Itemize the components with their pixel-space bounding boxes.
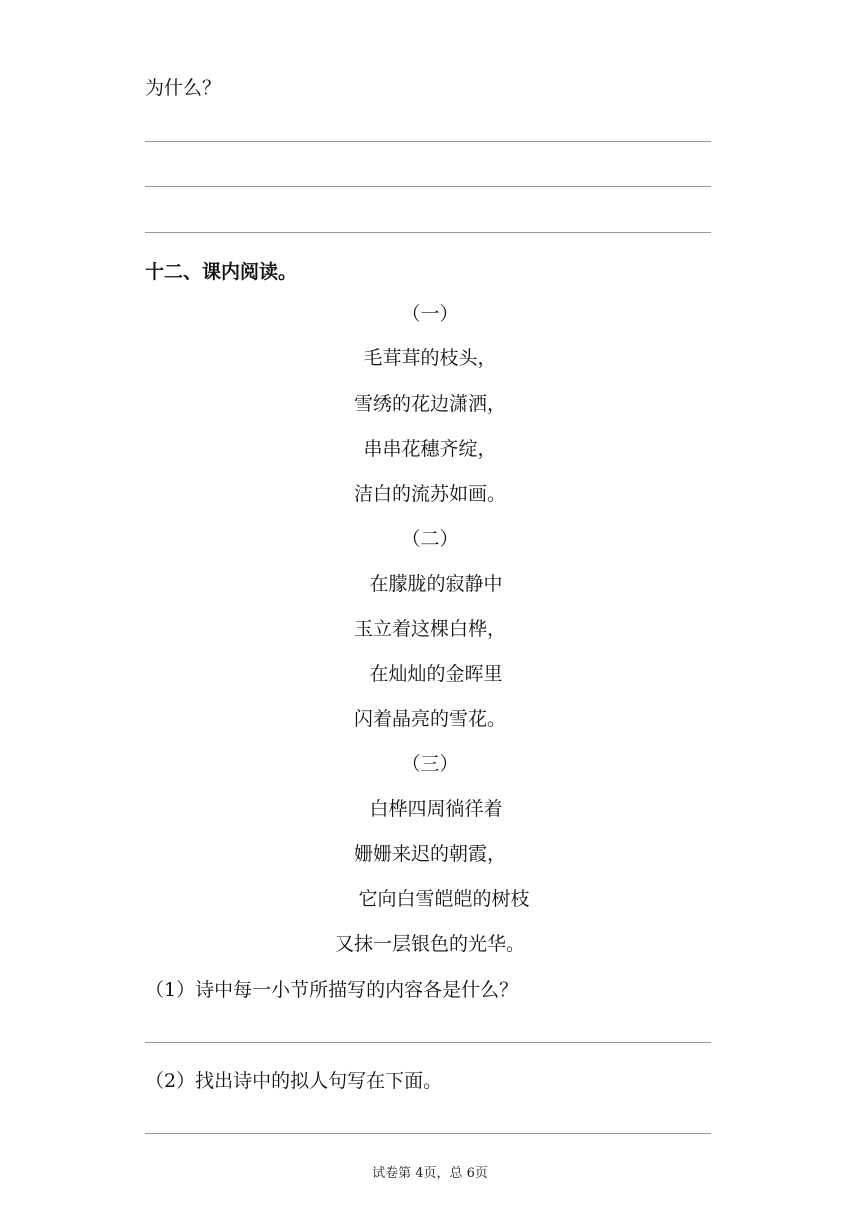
poem-line: 串串花穗齐绽，	[363, 438, 497, 460]
stanza-label: （三）	[401, 753, 459, 775]
stanza-label: （二）	[401, 528, 459, 550]
poem-line: 它向白雪皑皑的树枝	[358, 888, 530, 910]
answer-line	[145, 232, 711, 233]
answer-line	[145, 141, 711, 142]
poem-line: 又抹一层银色的光华。	[334, 933, 525, 955]
answer-line	[145, 1042, 711, 1043]
poem-line: 玉立着这棵白桦，	[353, 618, 506, 640]
answer-line	[145, 186, 711, 187]
question-1: （1）诗中每一小节所描写的内容各是什么？	[145, 979, 519, 1001]
question-text: 为什么？	[145, 77, 222, 99]
section-heading: 十二、课内阅读。	[145, 261, 298, 283]
stanza-label: （一）	[401, 303, 459, 325]
page-footer: 试卷第 4页，总 6页	[372, 1166, 488, 1181]
poem-line: 姗姗来迟的朝霞，	[353, 843, 506, 865]
poem-line: 雪绣的花边潇洒，	[353, 393, 506, 415]
poem-line: 在朦胧的寂静中	[369, 573, 503, 595]
poem-line: 闪着晶亮的雪花。	[353, 708, 506, 730]
poem-line: 洁白的流苏如画。	[353, 483, 506, 505]
poem-line: 毛茸茸的枝头，	[363, 347, 497, 369]
poem-line: 白桦四周徜徉着	[369, 798, 503, 820]
question-2: （2）找出诗中的拟人句写在下面。	[145, 1070, 443, 1092]
answer-line	[145, 1133, 711, 1134]
poem-line: 在灿灿的金晖里	[369, 663, 503, 685]
